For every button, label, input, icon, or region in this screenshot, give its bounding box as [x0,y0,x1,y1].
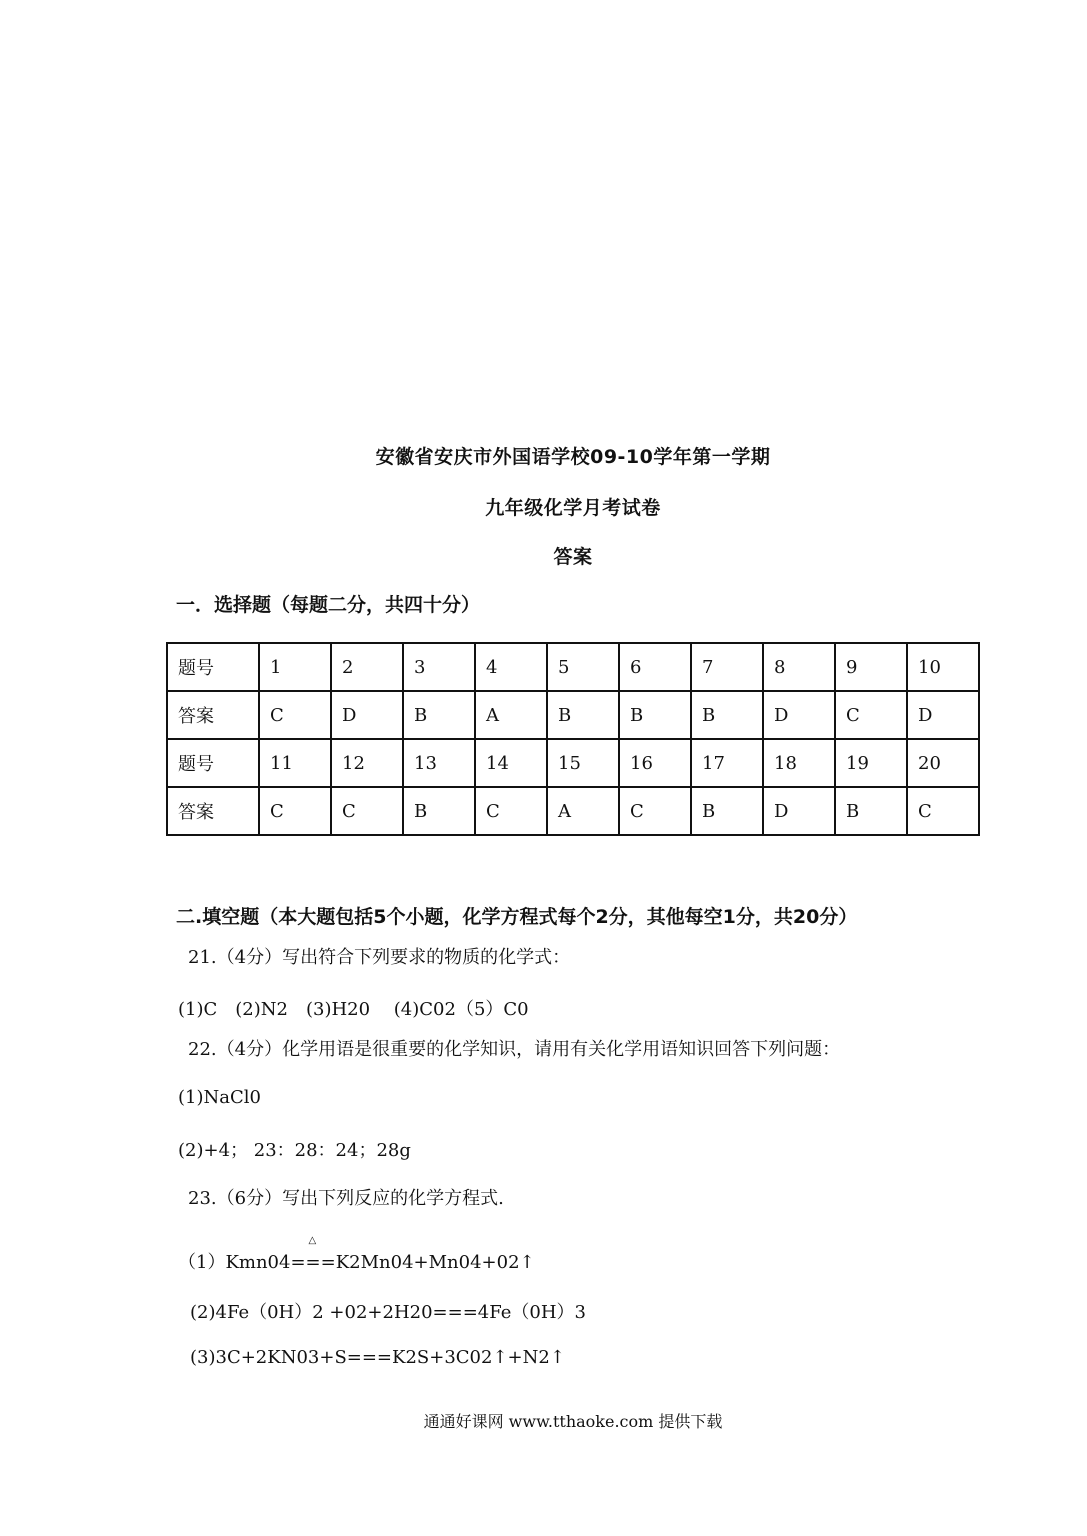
table-cell: 11 [259,739,331,787]
table-cell: 14 [475,739,547,787]
table-cell: B [691,787,763,835]
table-cell: A [547,787,619,835]
table-cell: 7 [691,643,763,691]
table-cell: B [691,691,763,739]
question-23-answer-2: (2)4Fe（0H）2 +02+2H20===4Fe（0H）3 [190,1302,587,1323]
table-cell: C [835,691,907,739]
table-row [167,787,979,835]
table-cell: 20 [907,739,979,787]
table-cell: B [403,691,475,739]
equation-1-reactant: （1）Kmn04 [178,1252,291,1273]
section1-heading: 一．选择题（每题二分，共四十分） [176,594,481,616]
table-cell: C [259,787,331,835]
table-cell: D [763,691,835,739]
heating-condition-mark: △ [308,1235,317,1246]
table-cell: C [619,787,691,835]
table-cell: B [619,691,691,739]
table-cell: 15 [547,739,619,787]
table-row [167,739,979,787]
table-row [167,643,979,691]
question-23-answer-3: (3)3C+2KN03+S===K2S+3C02↑+N2↑ [190,1347,565,1368]
question-21-answer: (1)C (2)N2 (3)H20 (4)C02（5）C0 [178,999,529,1020]
question-22: 22.（4分）化学用语是很重要的化学知识，请用有关化学用语知识回答下列问题： [188,1039,841,1060]
table-cell: D [763,787,835,835]
equation-1-products: K2Mn04+Mn04+02↑ [335,1252,535,1273]
table-cell: 17 [691,739,763,787]
table-cell: B [547,691,619,739]
table-cell: 19 [835,739,907,787]
answer-table [166,642,980,836]
table-row-label: 答案 [167,787,259,835]
table-cell: 5 [547,643,619,691]
table-cell: 12 [331,739,403,787]
table-cell: 16 [619,739,691,787]
table-cell: D [331,691,403,739]
table-cell: C [907,787,979,835]
table-cell: 10 [907,643,979,691]
table-cell: 18 [763,739,835,787]
table-row [167,691,979,739]
table-row-label: 题号 [167,739,259,787]
table-cell: 1 [259,643,331,691]
question-23: 23.（6分）写出下列反应的化学方程式. [188,1188,504,1209]
section2-heading: 二.填空题（本大题包括5个小题，化学方程式每个2分，其他每空1分，共20分） [176,906,858,928]
exam-name-title: 九年级化学月考试卷 [485,497,661,519]
table-cell: B [835,787,907,835]
table-row-label: 答案 [167,691,259,739]
equation-1-arrow: △ === [290,1235,336,1273]
table-cell: 9 [835,643,907,691]
table-row-label: 题号 [167,643,259,691]
question-23-answer-1 [178,1235,535,1274]
table-cell: 2 [331,643,403,691]
table-cell: 8 [763,643,835,691]
table-cell: C [259,691,331,739]
table-cell: 6 [619,643,691,691]
table-cell: D [907,691,979,739]
table-cell: 4 [475,643,547,691]
table-cell: C [331,787,403,835]
question-22-answer-1: (1)NaCl0 [178,1087,261,1108]
table-cell: 13 [403,739,475,787]
school-term-title: 安徽省安庆市外国语学校09-10学年第一学期 [375,446,771,468]
question-21: 21.（4分）写出符合下列要求的物质的化学式： [188,947,571,968]
table-cell: 3 [403,643,475,691]
answer-label-title: 答案 [553,546,593,568]
question-22-answer-2: (2)+4； 23：28：24；28g [178,1140,411,1161]
table-cell: C [475,787,547,835]
table-cell: B [403,787,475,835]
footer-source: 通通好课网 www.tthaoke.com 提供下载 [423,1412,723,1431]
table-cell: A [475,691,547,739]
